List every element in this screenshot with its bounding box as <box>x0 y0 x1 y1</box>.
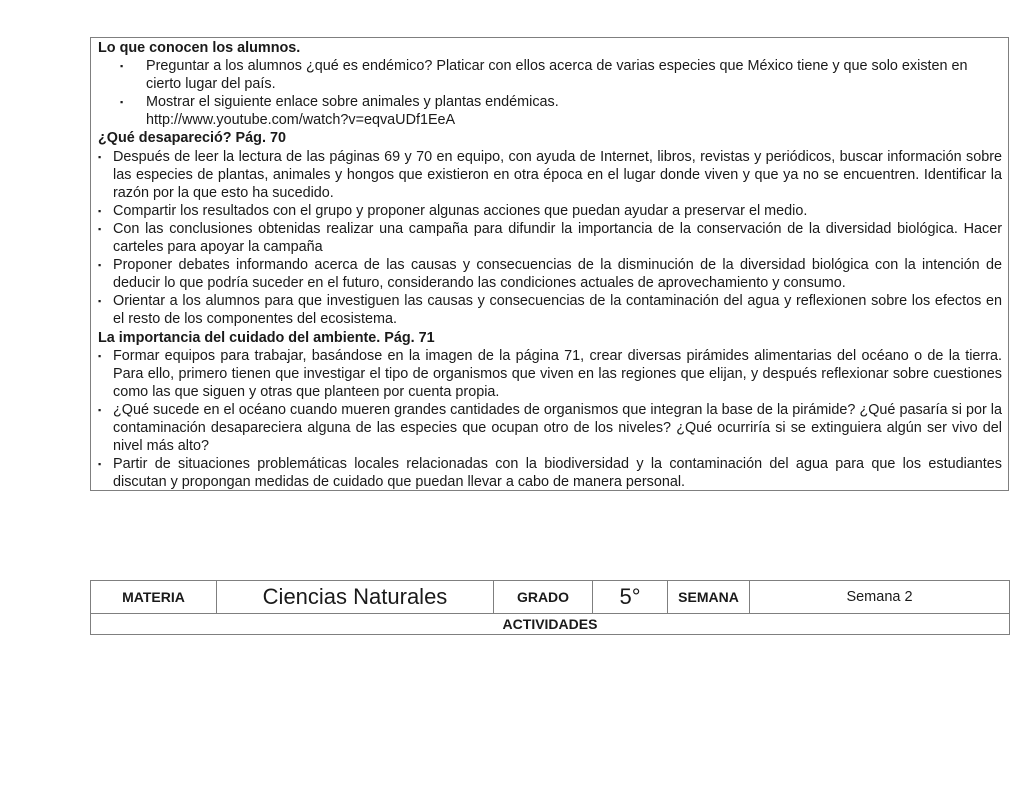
grado-label: GRADO <box>494 581 593 614</box>
list-item-text: Formar equipos para trabajar, basándose en la imagen de la página 71, crear diversas pirámides alimentarias del océano o de la tierra. Para ello, primero tienen que investigar el tipo de organismos que viven en las regiones que elijan, y después reflexionar sobre cuestiones como las que siguen y otras que planteen por cuenta propia. <box>113 347 1002 400</box>
subject-info-row <box>91 581 1010 614</box>
list-item-text: Después de leer la lectura de las páginas 69 y 70 en equipo, con ayuda de Internet, libros, revistas y periódicos, buscar información sobre las especies de plantas, animales y hongos que existieron en otra época en el lugar donde viven y que ya no se encuentren. Identificar la razón por la que esto ha sucedido. <box>113 148 1002 201</box>
list-item <box>98 93 1002 129</box>
section-heading-what-disappeared: ¿Qué desapareció? Pág. 70 <box>98 130 286 147</box>
list-item <box>98 202 1002 220</box>
semana-value: Semana 2 <box>750 581 1010 614</box>
list-item-text: Partir de situaciones problemáticas locales relacionadas con la biodiversidad y la contaminación del agua para que los estudiantes discutan y propongan medidas de cuidado que puedan llevar a cabo de manera personal. <box>113 456 1002 491</box>
list-item <box>98 347 1002 401</box>
bullet-icon: ▪ <box>98 404 102 415</box>
bullet-icon: ▪ <box>120 61 124 72</box>
semana-label: SEMANA <box>668 581 750 614</box>
bullet-icon: ▪ <box>98 223 102 234</box>
list-item <box>98 292 1002 328</box>
list-item-text: Preguntar a los alumnos ¿qué es endémico? Platicar con ellos acerca de varias especies que México tiene y que solo existen en cierto lugar del país. <box>146 58 968 93</box>
list-item-text: Proponer debates informando acerca de las causas y consecuencias de la disminución de la diversidad biológica con la intención de deducir lo que podría suceder en el futuro, considerando las condiciones actuales de aprovechamiento y consumo. <box>113 257 1002 292</box>
section-heading-environment-care: La importancia del cuidado del ambiente. Pág. 71 <box>98 329 435 346</box>
activities-content-box <box>90 37 1009 491</box>
prior-knowledge-list <box>98 57 1002 129</box>
list-item-text: Con las conclusiones obtenidas realizar una campaña para difundir la importancia de la conservación de la diversidad biológica. Hacer carteles para apoyar la campaña <box>113 220 1002 256</box>
list-item <box>98 256 1002 292</box>
bullet-icon: ▪ <box>98 260 102 271</box>
list-item-text: Compartir los resultados con el grupo y proponer algunas acciones que puedan ayudar a preservar el medio. <box>113 202 808 219</box>
bullet-icon: ▪ <box>98 296 102 307</box>
grado-value: 5° <box>593 581 668 614</box>
bullet-icon: ▪ <box>98 459 102 470</box>
bullet-icon: ▪ <box>98 151 102 162</box>
list-item-text: ¿Qué sucede en el océano cuando mueren grandes cantidades de organismos que integran la base de la pirámide? ¿Qué pasaría si por la contaminación desapareciera alguna de las especies que ocupan otro de los niveles? ¿Qué ocurriría si se extinguiera algún ser vivo del nivel más alto? <box>113 401 1002 455</box>
list-item <box>98 57 1002 93</box>
environment-care-list <box>98 347 1002 492</box>
materia-label: MATERIA <box>91 581 217 614</box>
video-link[interactable]: http://www.youtube.com/watch?v=eqvaUDf1EeA <box>146 112 456 129</box>
activities-row <box>91 614 1010 635</box>
list-item-text: Orientar a los alumnos para que investiguen las causas y consecuencias de la contaminación del agua y reflexionen sobre los efectos en el resto de los componentes del ecosistema. <box>113 293 1002 328</box>
bullet-icon: ▪ <box>120 97 124 108</box>
list-item <box>98 401 1002 455</box>
list-item <box>98 455 1002 491</box>
list-item-text: Mostrar el siguiente enlace sobre animales y plantas endémicas. <box>146 94 559 111</box>
what-disappeared-list <box>98 148 1002 329</box>
materia-value: Ciencias Naturales <box>217 581 494 614</box>
list-item <box>98 220 1002 256</box>
bullet-icon: ▪ <box>98 205 102 216</box>
section-heading-prior-knowledge: Lo que conocen los alumnos. <box>98 40 301 56</box>
bullet-icon: ▪ <box>98 350 102 361</box>
actividades-label: ACTIVIDADES <box>91 614 1010 635</box>
subject-header-table <box>90 580 1010 635</box>
list-item <box>98 148 1002 202</box>
